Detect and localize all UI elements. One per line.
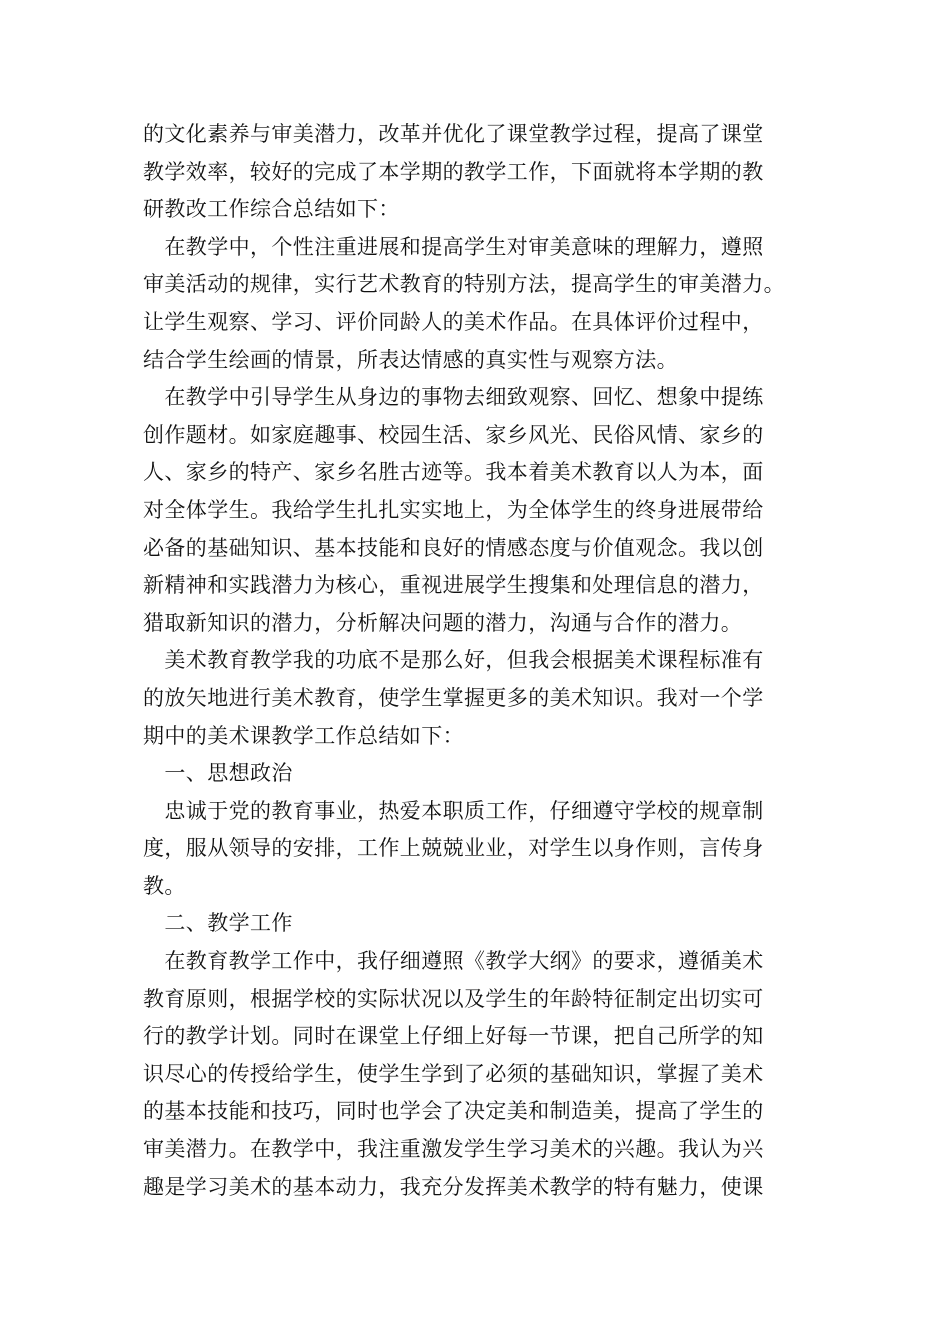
section-heading-politics: 一、思想政治 <box>143 761 293 786</box>
text-line: 对全体学生。我给学生扎扎实实地上，为全体学生的终身进展带给 <box>143 497 764 522</box>
text-line: 在教学中，个性注重进展和提高学生对审美意味的理解力，遵照 <box>143 234 764 259</box>
text-line: 必备的基础知识、基本技能和良好的情感态度与价值观念。我以创 <box>143 535 764 560</box>
text-line: 在教育教学工作中，我仔细遵照《教学大纲》的要求，遵循美术 <box>143 949 764 974</box>
text-line: 识尽心的传授给学生，使学生学到了必须的基础知识，掌握了美术 <box>143 1061 764 1086</box>
text-line: 美术教育教学我的功底不是那么好，但我会根据美术课程标准有 <box>143 648 764 673</box>
text-line: 让学生观察、学习、评价同龄人的美术作品。在具体评价过程中， <box>143 309 764 334</box>
text-line: 的基本技能和技巧，同时也学会了决定美和制造美，提高了学生的 <box>143 1099 764 1124</box>
text-line: 忠诚于党的教育事业，热爱本职质工作，仔细遵守学校的规章制 <box>143 798 764 823</box>
text-line: 度，服从领导的安排，工作上兢兢业业，对学生以身作则，言传身 <box>143 836 764 861</box>
text-line: 创作题材。如家庭趣事、校园生活、家乡风光、民俗风情、家乡的 <box>143 422 764 447</box>
text-line: 人、家乡的特产、家乡名胜古迹等。我本着美术教育以人为本，面 <box>143 460 764 485</box>
text-line: 审美活动的规律，实行艺术教育的特别方法，提高学生的审美潜力。 <box>143 272 785 297</box>
text-line: 期中的美术课教学工作总结如下： <box>143 723 464 748</box>
text-line: 趣是学习美术的基本动力，我充分发挥美术教学的特有魅力，使课 <box>143 1174 764 1199</box>
text-line: 结合学生绘画的情景，所表达情感的真实性与观察方法。 <box>143 347 678 372</box>
text-line: 猎取新知识的潜力，分析解决问题的潜力，沟通与合作的潜力。 <box>143 610 743 635</box>
text-line: 新精神和实践潜力为核心，重视进展学生搜集和处理信息的潜力， <box>143 573 764 598</box>
text-line: 行的教学计划。同时在课堂上仔细上好每一节课，把自己所学的知 <box>143 1024 764 1049</box>
text-line: 在教学中引导学生从身边的事物去细致观察、回忆、想象中提练 <box>143 385 764 410</box>
document-body <box>143 116 813 1206</box>
text-line: 审美潜力。在教学中，我注重激发学生学习美术的兴趣。我认为兴 <box>143 1137 764 1162</box>
text-line: 的放矢地进行美术教育，使学生掌握更多的美术知识。我对一个学 <box>143 685 764 710</box>
text-line: 的文化素养与审美潜力，改革并优化了课堂教学过程，提高了课堂 <box>143 122 764 146</box>
text-line: 教学效率，较好的完成了本学期的教学工作，下面就将本学期的教 <box>143 159 764 184</box>
text-line: 教育原则，根据学校的实际状况以及学生的年龄特征制定出切实可 <box>143 986 764 1011</box>
text-line: 研教改工作综合总结如下： <box>143 197 400 222</box>
section-heading-teaching: 二、教学工作 <box>143 911 293 936</box>
text-line: 教。 <box>143 873 186 898</box>
